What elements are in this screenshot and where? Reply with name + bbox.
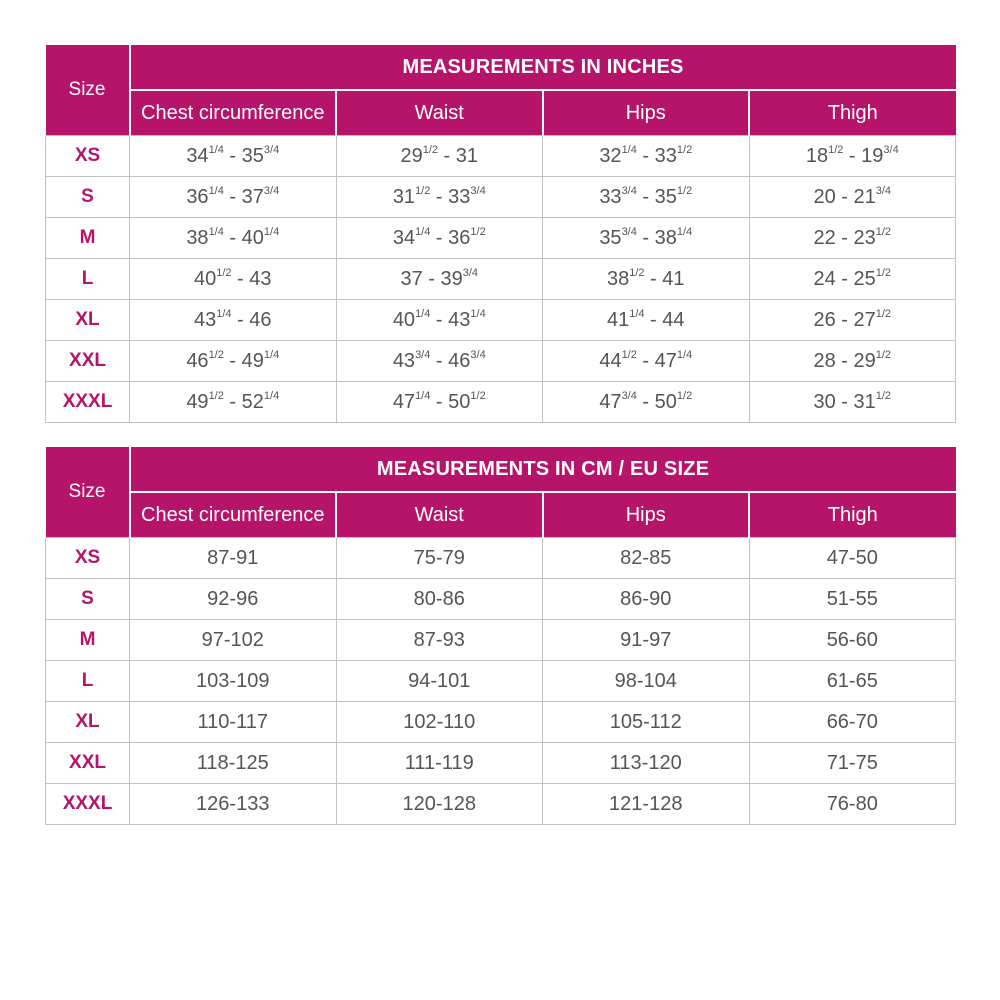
value-part: 56-60: [826, 628, 878, 651]
value-part: 38: [606, 267, 630, 290]
fraction-part: 1/2: [208, 348, 224, 361]
measurement-cell: [543, 661, 750, 702]
measurement-cell: [336, 538, 543, 579]
value-part: 31: [392, 185, 416, 208]
value-part: 80-86: [413, 587, 465, 610]
fraction-part: 1/4: [621, 143, 637, 156]
fraction-part: 1/4: [676, 348, 693, 361]
table-row: [46, 177, 956, 218]
value-part: 105-112: [609, 710, 682, 733]
column-header-hips: Hips: [543, 90, 750, 136]
table-row: [46, 620, 956, 661]
measurement-cell: [336, 579, 543, 620]
value-part: 24 - 25: [813, 267, 876, 290]
fraction-part: 1/2: [828, 143, 844, 156]
fraction-part: 1/2: [676, 184, 693, 197]
measurement-cell: [336, 382, 543, 423]
measurement-cell: [749, 218, 956, 259]
measurement-cell: [543, 620, 750, 661]
value-part: - 41: [644, 267, 685, 290]
table-row: [46, 341, 956, 382]
value-part: 75-79: [413, 546, 465, 569]
table-row: [46, 579, 956, 620]
fraction-part: 1/2: [875, 389, 892, 402]
measurement-cell: [543, 177, 750, 218]
value-part: 36: [186, 185, 209, 208]
value-part: 49: [186, 390, 209, 413]
fraction-part: 1/4: [208, 143, 224, 156]
value-part: - 44: [644, 308, 685, 331]
measurement-cell: [130, 341, 337, 382]
measurement-cell: [130, 702, 337, 743]
value-part: 110-117: [197, 710, 268, 733]
size-column-header: Size: [46, 45, 130, 136]
measurement-cell: [749, 538, 956, 579]
value-part: 40: [193, 267, 217, 290]
value-part: 121-128: [609, 792, 683, 815]
fraction-part: 1/2: [875, 348, 892, 361]
value-part: 38: [186, 226, 209, 249]
measurement-cell: [543, 743, 750, 784]
value-part: - 46: [231, 308, 272, 331]
measurement-cell: [543, 218, 750, 259]
value-part: - 43: [430, 308, 471, 331]
value-part: 66-70: [826, 710, 878, 733]
value-part: - 46: [430, 349, 471, 372]
measurement-cell: [543, 702, 750, 743]
value-part: 82-85: [620, 546, 672, 569]
value-part: 44: [599, 349, 622, 372]
fraction-part: 3/4: [263, 143, 280, 156]
measurement-cell: [749, 177, 956, 218]
value-part: 47: [599, 390, 622, 413]
value-part: 46: [186, 349, 209, 372]
value-part: - 47: [636, 349, 677, 372]
measurement-cell: [130, 218, 337, 259]
fraction-part: 1/2: [875, 266, 892, 279]
value-part: 86-90: [620, 587, 672, 610]
value-part: 47: [392, 390, 416, 413]
fraction-part: 3/4: [621, 184, 637, 197]
value-part: 20 - 21: [813, 185, 876, 208]
table-body: [46, 136, 956, 423]
measurement-cell: [749, 259, 956, 300]
value-part: - 49: [223, 349, 264, 372]
fraction-part: 1/4: [629, 307, 645, 320]
value-part: 47-50: [826, 546, 878, 569]
table-row: [46, 300, 956, 341]
size-label: XXXL: [46, 382, 130, 423]
table-row: [46, 136, 956, 177]
value-part: - 35: [223, 144, 264, 167]
size-table-inches: [45, 45, 956, 423]
column-header-hips: Hips: [543, 492, 750, 538]
value-part: 87-91: [207, 546, 259, 569]
size-table-cm: [45, 447, 956, 825]
fraction-part: 1/2: [415, 184, 431, 197]
column-header-thigh: Thigh: [749, 492, 956, 538]
measurement-cell: [749, 382, 956, 423]
fraction-part: 1/2: [621, 348, 637, 361]
fraction-part: 3/4: [470, 348, 486, 361]
table-title: MEASUREMENTS IN CM / EU SIZE: [130, 447, 956, 492]
column-header-waist: Waist: [336, 492, 543, 538]
value-part: - 43: [231, 267, 272, 290]
fraction-part: 3/4: [462, 266, 479, 279]
table-row: [46, 218, 956, 259]
size-label: M: [46, 218, 130, 259]
fraction-part: 1/2: [470, 389, 486, 402]
column-header-thigh: Thigh: [749, 90, 956, 136]
measurement-cell: [543, 136, 750, 177]
value-part: 29: [400, 144, 423, 167]
fraction-part: 3/4: [875, 184, 892, 197]
value-part: 37 - 39: [400, 267, 463, 290]
table-row: [46, 784, 956, 825]
fraction-part: 1/2: [422, 143, 438, 156]
fraction-part: 1/4: [415, 307, 431, 320]
value-part: 41: [606, 308, 630, 331]
measurement-cell: [336, 784, 543, 825]
fraction-part: 1/4: [415, 225, 431, 238]
value-part: 34: [392, 226, 416, 249]
measurement-cell: [130, 259, 337, 300]
value-part: 103-109: [196, 669, 270, 692]
value-part: 33: [599, 185, 622, 208]
measurement-cell: [543, 341, 750, 382]
value-part: 28 - 29: [813, 349, 876, 372]
measurement-cell: [130, 620, 337, 661]
fraction-part: 1/2: [208, 389, 224, 402]
value-part: - 37: [223, 185, 264, 208]
measurement-cell: [749, 300, 956, 341]
table-row: [46, 661, 956, 702]
value-part: 113-120: [609, 751, 682, 774]
measurement-cell: [749, 702, 956, 743]
measurement-cell: [543, 784, 750, 825]
value-part: - 35: [636, 185, 677, 208]
size-label: XS: [46, 538, 130, 579]
value-part: 18: [805, 144, 829, 167]
value-part: - 50: [430, 390, 471, 413]
measurement-cell: [336, 300, 543, 341]
value-part: - 19: [843, 144, 884, 167]
fraction-part: 1/4: [415, 389, 431, 402]
measurement-cell: [749, 341, 956, 382]
value-part: 126-133: [196, 792, 270, 815]
measurement-cell: [130, 579, 337, 620]
fraction-part: 1/4: [263, 348, 280, 361]
measurement-cell: [336, 620, 543, 661]
column-header-chest: Chest circumference: [130, 90, 337, 136]
measurement-cell: [336, 218, 543, 259]
measurement-cell: [543, 382, 750, 423]
fraction-part: 3/4: [883, 143, 899, 156]
table-row: [46, 538, 956, 579]
value-part: - 50: [636, 390, 677, 413]
size-label: L: [46, 661, 130, 702]
fraction-part: 1/2: [875, 307, 892, 320]
value-part: 102-110: [403, 710, 476, 733]
size-label: XL: [46, 300, 130, 341]
column-header-chest: Chest circumference: [130, 492, 337, 538]
value-part: 30 - 31: [813, 390, 876, 413]
table-title: MEASUREMENTS IN INCHES: [130, 45, 956, 90]
measurement-cell: [130, 784, 337, 825]
measurement-cell: [749, 784, 956, 825]
fraction-part: 1/4: [263, 389, 280, 402]
fraction-part: 3/4: [621, 389, 637, 402]
measurement-cell: [543, 579, 750, 620]
size-label: S: [46, 579, 130, 620]
measurement-cell: [130, 177, 337, 218]
measurement-cell: [336, 341, 543, 382]
size-label: XXXL: [46, 784, 130, 825]
fraction-part: 1/2: [629, 266, 645, 279]
measurement-cell: [130, 300, 337, 341]
fraction-part: 3/4: [263, 184, 280, 197]
value-part: - 40: [223, 226, 264, 249]
measurement-cell: [749, 579, 956, 620]
measurement-cell: [336, 259, 543, 300]
size-label: L: [46, 259, 130, 300]
value-part: 87-93: [413, 628, 465, 651]
value-part: - 36: [430, 226, 471, 249]
table-row: [46, 743, 956, 784]
value-part: 51-55: [826, 587, 878, 610]
value-part: - 31: [438, 144, 479, 167]
measurement-cell: [336, 743, 543, 784]
measurement-cell: [336, 177, 543, 218]
measurement-cell: [749, 136, 956, 177]
measurement-cell: [543, 300, 750, 341]
value-part: - 38: [636, 226, 677, 249]
table-body: [46, 538, 956, 825]
measurement-cell: [130, 538, 337, 579]
fraction-part: 1/4: [208, 225, 224, 238]
measurement-cell: [749, 743, 956, 784]
measurement-cell: [130, 136, 337, 177]
value-part: 35: [599, 226, 622, 249]
value-part: 43: [193, 308, 217, 331]
value-part: 32: [599, 144, 622, 167]
value-part: 40: [392, 308, 416, 331]
column-header-waist: Waist: [336, 90, 543, 136]
measurement-cell: [336, 136, 543, 177]
fraction-part: 1/2: [216, 266, 232, 279]
value-part: 94-101: [408, 669, 471, 692]
fraction-part: 1/4: [676, 225, 693, 238]
measurement-cell: [749, 661, 956, 702]
value-part: - 33: [636, 144, 677, 167]
measurement-cell: [543, 538, 750, 579]
fraction-part: 3/4: [415, 348, 431, 361]
size-column-header: Size: [46, 447, 130, 538]
measurement-cell: [336, 661, 543, 702]
value-part: 61-65: [826, 669, 878, 692]
fraction-part: 1/4: [263, 225, 280, 238]
value-part: 22 - 23: [813, 226, 876, 249]
measurement-cell: [130, 382, 337, 423]
fraction-part: 1/4: [470, 307, 486, 320]
size-label: XXL: [46, 743, 130, 784]
value-part: 97-102: [201, 628, 264, 651]
fraction-part: 3/4: [470, 184, 486, 197]
value-part: 71-75: [826, 751, 878, 774]
value-part: 92-96: [207, 587, 259, 610]
measurement-cell: [130, 743, 337, 784]
value-part: 118-125: [196, 751, 269, 774]
value-part: 43: [392, 349, 416, 372]
size-label: S: [46, 177, 130, 218]
value-part: - 52: [223, 390, 264, 413]
measurement-cell: [336, 702, 543, 743]
fraction-part: 1/2: [470, 225, 486, 238]
fraction-part: 1/2: [875, 225, 892, 238]
measurement-cell: [130, 661, 337, 702]
value-part: 98-104: [614, 669, 677, 692]
fraction-part: 3/4: [621, 225, 637, 238]
fraction-part: 1/2: [676, 389, 693, 402]
measurement-cell: [543, 259, 750, 300]
table-row: [46, 702, 956, 743]
size-label: XS: [46, 136, 130, 177]
value-part: 26 - 27: [813, 308, 876, 331]
value-part: 91-97: [620, 628, 672, 651]
table-row: [46, 382, 956, 423]
value-part: 34: [186, 144, 209, 167]
size-label: XL: [46, 702, 130, 743]
value-part: 120-128: [402, 792, 476, 815]
fraction-part: 1/2: [676, 143, 693, 156]
size-label: M: [46, 620, 130, 661]
value-part: - 33: [430, 185, 471, 208]
measurement-cell: [749, 620, 956, 661]
table-row: [46, 259, 956, 300]
value-part: 76-80: [826, 792, 878, 815]
value-part: 111-119: [404, 751, 474, 774]
fraction-part: 1/4: [216, 307, 232, 320]
fraction-part: 1/4: [208, 184, 224, 197]
size-label: XXL: [46, 341, 130, 382]
